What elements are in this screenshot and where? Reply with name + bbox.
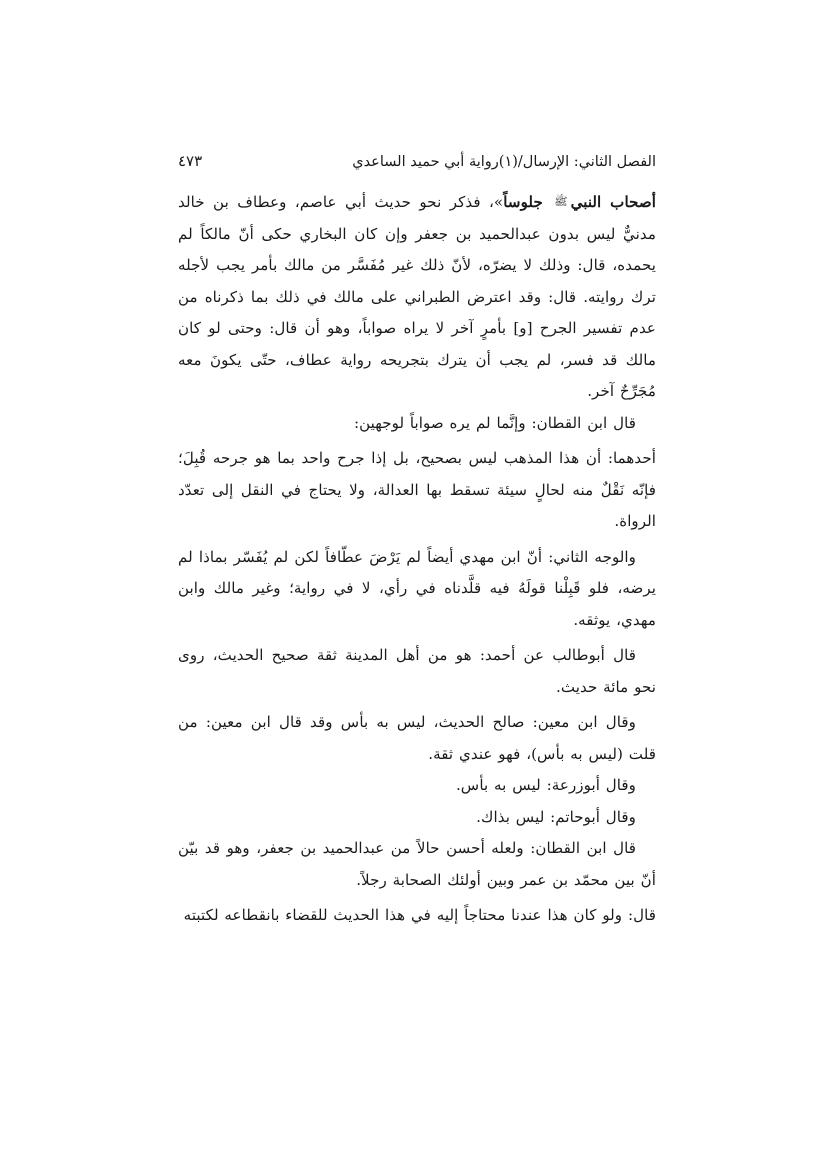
paragraph-5: قال أبوطالب عن أحمد: هو من أهل المدينة ثقة صحيح الحديث، روى نحو مائة حديث. bbox=[178, 646, 656, 696]
paragraph-2: قال ابن القطان: وإنَّما لم يره صواباً لوجهين: bbox=[353, 413, 636, 432]
paragraph-10: قال: ولو كان هذا عندنا محتاجاً إليه في هذا الحديث للقضاء بانقطاعه لكتبته bbox=[183, 906, 656, 924]
paragraph-9: قال ابن القطان: ولعله أحسن حالاً من عبدالحميد بن جعفر، وهو قد بيّن أنّ بين محمّد بن عمر وبين أولئك الصحابة رجلاً. bbox=[178, 839, 656, 889]
honorific-symbol: ﷺ bbox=[554, 195, 568, 208]
page-number: ٤٧٣ bbox=[178, 152, 203, 170]
bold-phrase: أصحاب النبي bbox=[570, 193, 656, 211]
chapter-title: الفصل الثاني: الإرسال/(١)رواية أبي حميد الساعدي bbox=[352, 154, 656, 170]
paragraph-8: وقال أبوحاتم: ليس بذاك. bbox=[476, 807, 636, 826]
bold-word: جلوساً bbox=[503, 193, 543, 211]
paragraph-3: أحدهما: أن هذا المذهب ليس بصحيح، بل إذا جرح واحد بما هو جرحه قُبِلَ؛ فإنّه نَقْلٌ منه لحالٍ سيئة تسقط بها العدالة، ولا يحتاج في النقل إلى تعدّد الرواة. bbox=[178, 449, 656, 530]
paragraph-6: وقال ابن معين: صالح الحديث، ليس به بأس وقد قال ابن معين: من قلت (ليس به بأس)، فهو عندي ثقة. bbox=[178, 713, 656, 763]
paragraph-1 bbox=[178, 186, 656, 408]
paragraph-1-text: »، فذكر نحو حديث أبي عاصم، وعطاف بن خالد مدنيٌّ ليس بدون عبدالحميد بن جعفر وإن كان البخاري حكى أنّ مالكاً لم يحمده، قال: وذلك لا يضرّه، لأنّ ذلك غير مُفَسَّر من مالك بأمر يجب لأجله ترك روايته. قال: وقد اعترض الطبراني على مالك في ذلك بما ذكرناه من عدم تفسير الجرح [و] بأمرٍ آخر لا يراه صواباً، وهو أن قال: وحتى لو كان مالك قد فسر، لم يجب أن يترك بتجريحه رواية عطاف، حتّى يكونَ معه مُجَرِّحٌ آخر. bbox=[178, 193, 656, 400]
document-page bbox=[178, 150, 656, 932]
paragraph-4: والوجه الثاني: أنّ ابن مهدي أيضاً لم يَرْضَ عطّافاً لكن لم يُفَسّر بماذا لم يرضه، فلو قَبِلْنا قولَهُ فيه قلَّدناه في رأي، لا في رواية؛ وغير مالك وابن مهدي، يوثقه. bbox=[178, 547, 656, 629]
running-header bbox=[178, 150, 656, 176]
paragraph-7: وقال أبوزرعة: ليس به بأس. bbox=[455, 776, 636, 794]
